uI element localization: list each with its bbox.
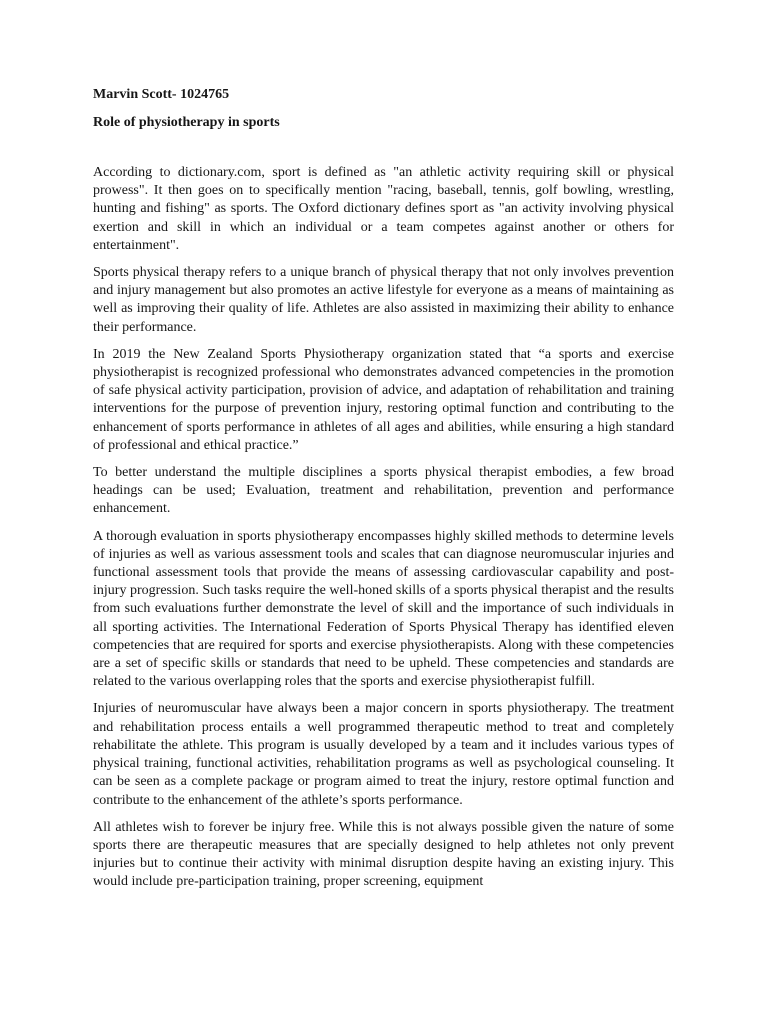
paragraph-nz-organization-quote: In 2019 the New Zealand Sports Physiotherapy organization stated that “a sports and exercise physiotherapist is recognized professional who demonstrates advanced competencies in the promotion of safe physical activity participation, provision of advice, and adaptation of rehabilitation and training interventions for the purpose of prevention injury, restoring optimal function and contributing to the enhancement of sports performance in athletes of all ages and abilities, while ensuring a high standard of professional and ethical practice.” [93,346,674,453]
paragraph-sport-definition: According to dictionary.com, sport is defined as "an athletic activity requiring skill or physical prowess". It then goes on to specifically mention "racing, baseball, tennis, golf bowling, wrestling, hunting and fishing" as sports. The Oxford dictionary defines sport as "an activity involving physical exertion and skill in which an individual or a team competes against another or others for entertainment". [93,165,674,253]
paragraph-treatment-rehabilitation: Injuries of neuromuscular have always been a major concern in sports physiotherapy. The treatment and rehabilitation process entails a well programmed therapeutic method to treat and completely rehabilitate the athlete. This program is usually developed by a team and it includes various types of physical training, functional activities, rehabilitation programs as well as psychological counseling. It can be seen as a complete package or program aimed to treat the injury, restore optimal function and contribute to the enhancement of the athlete’s sports performance. [93,701,674,808]
paragraph-sports-physical-therapy: Sports physical therapy refers to a unique branch of physical therapy that not only involves prevention and injury management but also promotes an active lifestyle for everyone as a means of maintaining as well as improving their quality of life. Athletes are also assisted in maximizing their ability to enhance their performance. [93,265,674,335]
document-title: Role of physiotherapy in sports [93,115,280,130]
paragraph-disciplines: To better understand the multiple disciplines a sports physical therapist embodies, a few broad headings can be used; Evaluation, treatment and rehabilitation, prevention and performance enhancement. [93,465,674,517]
paragraph-prevention: All athletes wish to forever be injury free. While this is not always possible given the nature of some sports there are therapeutic measures that are specially designed to help athletes not only prevent injuries but to continue their activity with minimal disruption despite having an existing injury. This would include pre-participation training, proper screening, equipment [93,819,674,890]
author-line: Marvin Scott- 1024765 [93,87,230,102]
paragraph-evaluation: A thorough evaluation in sports physiotherapy encompasses highly skilled methods to determine levels of injuries as well as various assessment tools and scales that can diagnose neuromuscular injuries and functional assessment tools that provide the means of assessing cardiovascular capability and post- injury progression. Such tasks require the well-honed skills of a sports physical therapist and the results from such evaluations further demonstrate the level of skill and the importance of such individuals in all sporting activities. The International Federation of Sports Physical Therapy has identified eleven competencies that are required for sports and exercise physiotherapists. Along with these competencies are a set of specific skills or standards that need to be upheld. These competencies and standards are related to the various overlapping roles that the sports and exercise physiotherapist fulfill. [93,528,674,690]
